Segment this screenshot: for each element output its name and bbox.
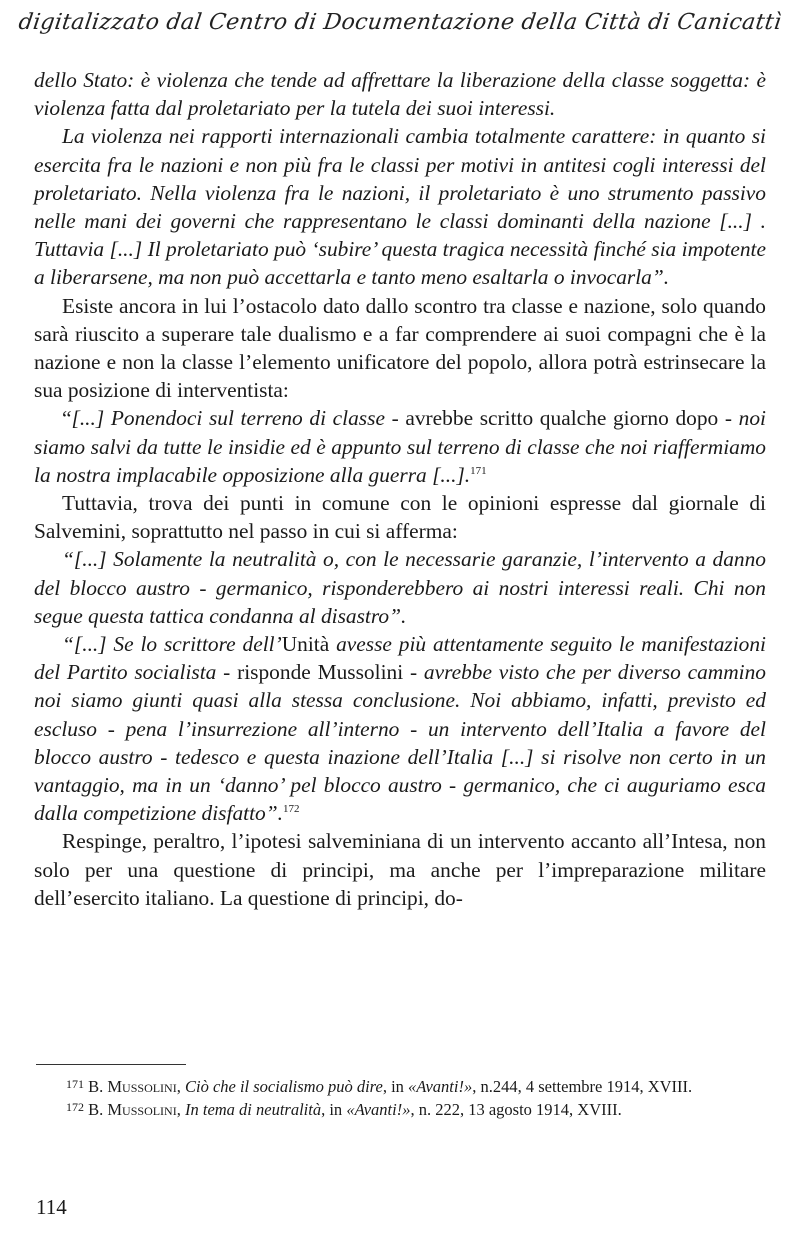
paragraph-7 <box>34 630 766 827</box>
footnote-author: B. Mussolini <box>88 1077 177 1096</box>
footnotes <box>34 1075 766 1121</box>
footnote-number: 172 <box>66 1100 84 1114</box>
footnote-ref-171: 171 <box>470 464 487 477</box>
open-quote: “ <box>62 406 72 431</box>
paragraph-2 <box>34 122 766 291</box>
quote-text: noi siamo salvi da tutte le insidie ed è appunto sul terreno di classe che noi riaffermiamo la nostra implacabile opposizione alla guerra [...]. <box>34 406 766 487</box>
quote-text: “[...] Solamente la neutralità o, con le necessarie garanzie, l’intervento a danno del blocco austro - germanico, risponderebbero ai nostri interessi reali. Chi non segue questa tattica condanna al disastro”. <box>34 547 766 628</box>
footnote-number: 171 <box>66 1077 84 1091</box>
quote-text: La violenza nei rapporti internazionali cambia totalmente carattere: in quanto si esercita fra le nazioni e non più fra le classi per motivi in antitesi cogli interessi del proletariato. Nella violenza fra le nazioni, il proletariato è uno strumento passivo nelle mani dei governi che rappresentano le classi dominanti della nazione [...] . Tuttavia [...] Il proletariato può ‘subire’ questa tragica necessità finché sia impotente a liberarsene, ma non può accettarla e tanto meno esaltarla o invocarla”. <box>34 124 766 290</box>
footnote-details: , n.244, 4 settembre 1914, XVIII. <box>472 1077 693 1096</box>
paragraph-8: Respinge, peraltro, l’ipotesi salveminiana di un intervento accanto all’Intesa, non solo per una questione di principi, ma anche per l’impreparazione militare dell’esercito italiano. La questione di principi, do- <box>34 829 766 910</box>
quote-text: avesse più attentamente seguito le manifestazioni del Partito socialista <box>34 632 766 685</box>
paragraph-5: Tuttavia, trova dei punti in comune con le opinioni espresse dal giornale di Salvemini, soprattutto nel passo in cui si afferma: <box>34 491 766 544</box>
footnote-details: , n. 222, 13 agosto 1914, XVIII. <box>410 1100 622 1119</box>
footnote-title: Ciò che il socialismo può dire <box>184 1077 383 1096</box>
newspaper-name: Unità <box>281 632 330 657</box>
narration-text: - avrebbe scritto qualche giorno dopo - <box>384 406 739 431</box>
watermark-text: digitalizzato dal Centro di Documentazione della Città di Canicattì <box>16 10 784 35</box>
footnote-journal: «Avanti!» <box>408 1077 473 1096</box>
main-text <box>34 66 766 912</box>
narration-text: - risponde Mussolini - <box>216 660 424 685</box>
footnote-journal: «Avanti!» <box>346 1100 411 1119</box>
footnote-171: $^{171}$ B. Mussolini, Ciò che il socialismo può dire, in «Avanti!», n.244, 4 settembre 1914, XVIII. <box>66 1077 693 1096</box>
footnote-divider <box>36 1064 186 1065</box>
quote-text: “[...] Se lo scrittore dell’ <box>62 632 282 657</box>
paragraph-3: Esiste ancora in lui l’ostacolo dato dallo scontro tra classe e nazione, solo quando sarà riuscito a superare tale dualismo e a far comprendere ai suoi compagni che è la nazione e non la classe l’elemento unificatore del popolo, allora potrà estrinsecare la sua posizione di interventista: <box>34 293 766 403</box>
footnote-ref-172: 172 <box>282 803 300 816</box>
page-number: 114 <box>36 1195 67 1219</box>
paragraph-1 <box>34 66 766 122</box>
footnote-title: In tema di neutralità <box>184 1100 322 1119</box>
quote-text: [...] Ponendoci sul terreno di classe <box>71 406 385 431</box>
quote-text: avrebbe visto che per diverso cammino noi siamo giunti quasi alla stessa conclusione. Noi abbiamo, infatti, previsto ed escluso - pena l’insurrezione all’interno - un intervento dell’Italia a favore del blocco austro - tedesco e questa inazione dell’Italia [...] si risolve non certo in un vantaggio, ma in un ‘danno’ pel blocco austro - germanico, che ci auguriamo esca dalla competizione disfatto”. <box>34 660 766 826</box>
footnote-172: $^{172}$ B. Mussolini, In tema di neutralità, in «Avanti!», n. 222, 13 agosto 1914, XVIII. <box>66 1100 622 1119</box>
footnote-author: B. Mussolini <box>88 1100 177 1119</box>
paragraph-4 <box>34 404 766 489</box>
paragraph-6 <box>34 545 766 630</box>
quote-text: dello Stato: è violenza che tende ad affrettare la liberazione della classe soggetta: è violenza fatta dal proletariato per la tutela dei suoi interessi. <box>34 68 766 121</box>
